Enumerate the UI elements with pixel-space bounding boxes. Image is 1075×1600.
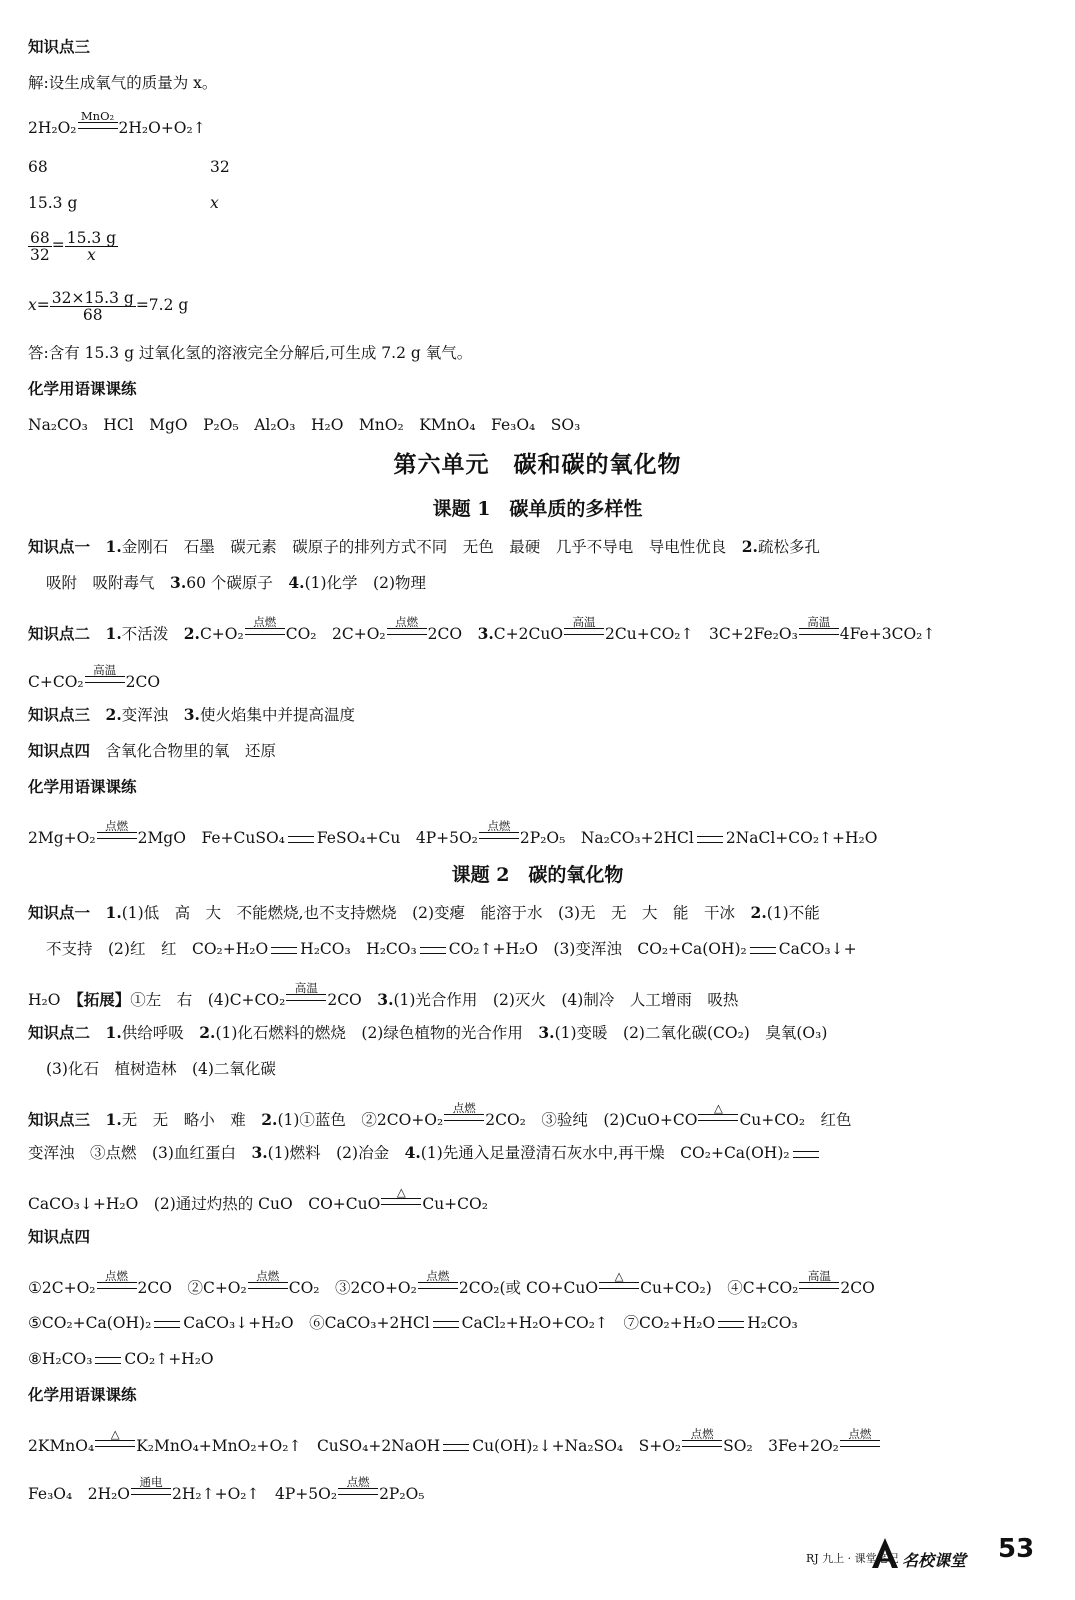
equation-line: C+CO₂ 高温 2CO bbox=[28, 662, 161, 691]
equation-line: ⑧H₂CO₃ CO₂↑+H₂O bbox=[28, 1350, 214, 1368]
result-line: x= $\frac{32\times 15.3 g}{68}$ =7.2 g bbox=[28, 288, 189, 324]
footer-brand: 名校课堂 bbox=[902, 1551, 967, 1570]
knowledge-line: 知识点一 1.金刚石 石墨 碳元素 碳原子的排列方式不同 无色 最硬 几乎不导电 导电性优良 2.疏松多孔 bbox=[28, 537, 820, 556]
section-heading: 化学用语课课练 bbox=[28, 778, 137, 796]
unit-title: 第六单元 碳和碳的氧化物 bbox=[393, 451, 682, 478]
page-footer bbox=[740, 1528, 1060, 1578]
equation-line: ⑤CO₂+Ca(OH)₂ CaCO₃↓+H₂O ⑥CaCO₃+2HCl CaCl₂+H₂O+CO₂↑ ⑦CO₂+H₂O H₂CO₃ bbox=[28, 1314, 798, 1332]
knowledge-line: 不支持 (2)红 红 CO₂+H₂O H₂CO₃ H₂CO₃ CO₂↑+H₂O (3)变浑浊 CO₂+Ca(OH)₂ CaCO₃↓+ bbox=[46, 940, 857, 958]
ratio-line: 68 32 bbox=[28, 158, 230, 176]
ratio-line: 15.3 g x bbox=[28, 194, 219, 212]
formula-list: Na₂CO₃ HCl MgO P₂O₅ Al₂O₃ H₂O MnO₂ KMnO₄ Fe₃O₄ SO₃ bbox=[28, 416, 581, 434]
answer-line: 答:含有 15.3 g 过氧化氢的溶液完全分解后,可生成 7.2 g 氧气。 bbox=[28, 344, 473, 362]
knowledge-line: 知识点三 2.变浑浊 3.使火焰集中并提高温度 bbox=[28, 705, 355, 724]
proportion-line: $\frac{68}{32}$ = $\frac{15.3 g}{x}$ bbox=[30, 228, 117, 264]
page-number: 53 bbox=[998, 1534, 1035, 1564]
knowledge-line: 知识点四 含氧化合物里的氧 还原 bbox=[28, 742, 277, 760]
knowledge-line: 知识点二 1.供给呼吸 2.(1)化石燃料的燃烧 (2)绿色植物的光合作用 3.(1)变暖 (2)二氧化碳(CO₂) 臭氧(O₃) bbox=[28, 1023, 828, 1042]
section-heading: 知识点三 bbox=[28, 38, 91, 56]
knowledge-line: 知识点一 1.(1)低 高 大 不能燃烧,也不支持燃烧 (2)变瘪 能溶于水 (3)无 无 大 能 干冰 2.(1)不能 bbox=[28, 903, 820, 922]
knowledge-line: 变浑浊 ③点燃 (3)血红蛋白 3.(1)燃料 (2)冶金 4.(1)先通入足量澄清石灰水中,再干燥 CO₂+Ca(OH)₂ bbox=[28, 1142, 1053, 1164]
equation-line: 2KMnO₄ △ K₂MnO₄+MnO₂+O₂↑ CuSO₄+2NaOH Cu(OH)₂↓+Na₂SO₄ S+O₂ 点燃 SO₂ 3Fe+2O₂ 点燃 bbox=[28, 1432, 1053, 1457]
lesson-title: 课题 1 碳单质的多样性 bbox=[432, 498, 643, 520]
brand-logo-icon bbox=[870, 1536, 900, 1570]
equation-line: Fe₃O₄ 2H₂O 通电 2H₂↑+O₂↑ 4P+5O₂ 点燃 2P₂O₅ bbox=[28, 1474, 425, 1503]
knowledge-line: 知识点三 1.无 无 略小 难 2.(1)①蓝色 ②2CO+O₂ 点燃 2CO₂ ③验纯 (2)CuO+CO △ Cu+CO₂ 红色 bbox=[28, 1100, 852, 1129]
knowledge-line: 吸附 吸附毒气 3.60 个碳原子 4.(1)化学 (2)物理 bbox=[46, 573, 426, 592]
section-heading: 化学用语课课练 bbox=[28, 1386, 137, 1404]
equation-line: ①2C+O₂ 点燃 2CO ②C+O₂ 点燃 CO₂ ③2CO+O₂ 点燃 2CO₂(或 CO+CuO △ Cu+CO₂) ④C+CO₂ 高温 2CO bbox=[28, 1268, 875, 1297]
knowledge-line: CaCO₃↓+H₂O (2)通过灼热的 CuO CO+CuO △ Cu+CO₂ bbox=[28, 1184, 488, 1213]
lesson-title: 课题 2 碳的氧化物 bbox=[451, 864, 624, 886]
knowledge-line: H₂O 【拓展】①左 右 (4)C+CO₂ 高温 2CO 3.(1)光合作用 (2)灭火 (4)制冷 人工增雨 吸热 bbox=[28, 980, 739, 1009]
solution-line: 解:设生成氧气的质量为 x。 bbox=[28, 74, 218, 92]
section-heading: 化学用语课课练 bbox=[28, 380, 137, 398]
section-heading: 知识点四 bbox=[28, 1228, 91, 1246]
footer-series-label: RJ 九上 · 课堂笔记 bbox=[806, 1552, 899, 1565]
knowledge-line: 知识点二 1.不活泼 2.C+O₂ 点燃 CO₂ 2C+O₂ 点燃 2CO 3.C+2CuO 高温 2Cu+CO₂↑ 3C+2Fe₂O₃ 高温 4Fe+3CO₂↑ bbox=[28, 614, 936, 643]
knowledge-line: (3)化石 植树造林 (4)二氧化碳 bbox=[46, 1060, 276, 1078]
equation-line: 2H₂O₂ MnO₂ 2H₂O+O₂↑ bbox=[28, 108, 206, 137]
equation-line: 2Mg+O₂ 点燃 2MgO Fe+CuSO₄ FeSO₄+Cu 4P+5O₂ 点燃 2P₂O₅ Na₂CO₃+2HCl 2NaCl+CO₂↑+H₂O bbox=[28, 818, 878, 847]
